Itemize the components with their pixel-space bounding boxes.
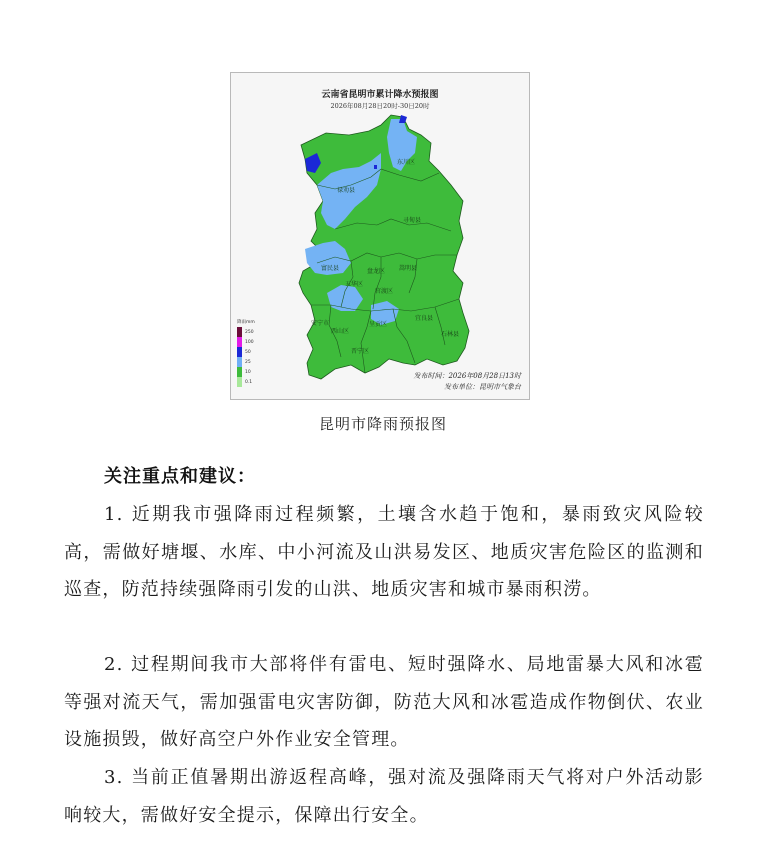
- district-label: 富民县: [321, 265, 340, 272]
- paragraph: 1. 近期我市强降雨过程频繁，土壤含水趋于饱和，暴雨致灾风险较高，需做好塘堰、水库、中小河流及山洪易发区、地质灾害危险区的监测和巡查，防范持续强降雨引发的山洪、地质灾害和城市暴雨积涝。: [64, 504, 704, 600]
- paragraph: 3. 当前正值暑期出游返程高峰，强对流及强降雨天气将对户外活动影响较大，需做好安全提示，保障出行安全。: [64, 767, 704, 826]
- legend-item: [237, 357, 259, 367]
- section-heading: 关注重点和建议：: [104, 466, 256, 487]
- legend-item: [237, 377, 259, 387]
- district-label: 官渡区: [375, 288, 394, 295]
- legend-unit: 降雨mm: [237, 320, 255, 325]
- issue-time: 发布时间：2026年08月28日13时: [413, 372, 521, 380]
- issue-info: [413, 371, 521, 393]
- district-label: 东川区: [397, 159, 416, 166]
- district-label: 五华区: [345, 281, 364, 288]
- map-title: 云南省昆明市累计降水预报图: [321, 90, 439, 100]
- legend-label: 10: [245, 369, 251, 375]
- district-label: 晋宁区: [351, 348, 370, 355]
- legend-swatch: [237, 347, 242, 357]
- district-label: 宜良县: [415, 315, 434, 322]
- legend-swatch: [237, 327, 242, 337]
- legend-swatch: [237, 337, 242, 347]
- district-label: 西山区: [331, 328, 350, 335]
- paragraph: 2. 过程期间我市大部将伴有雷电、短时强降水、局地雷暴大风和冰雹等强对流天气，需加强雷电灾害防御，防范大风和冰雹造成作物倒伏、农业设施损毁，做好高空户外作业安全管理。: [64, 654, 704, 750]
- district-label: 石林县: [441, 331, 460, 338]
- district-label: 安宁市: [311, 320, 330, 327]
- district-label: 盘龙区: [367, 268, 386, 275]
- legend-item: [237, 347, 259, 357]
- issue-unit: 发布单位：昆明市气象台: [444, 383, 521, 391]
- rainfall-forecast-map: [230, 72, 530, 400]
- district-label: 呈贡区: [369, 321, 388, 328]
- map-subtitle: 2026年08月28日20时-30日20时: [330, 102, 430, 110]
- legend-label: 100: [245, 339, 254, 345]
- legend-swatch: [237, 367, 242, 377]
- legend-swatch: [237, 357, 242, 367]
- legend-item: [237, 327, 259, 337]
- district-label: 嵩明县: [399, 265, 418, 272]
- heavy-rain-spot-center: [374, 165, 377, 169]
- legend-item: [237, 337, 259, 347]
- legend-swatch: [237, 377, 242, 387]
- kunming-map-graphic: [231, 73, 531, 401]
- rainfall-legend: [237, 319, 259, 387]
- legend-item: [237, 367, 259, 377]
- legend-label: 25: [245, 359, 251, 365]
- legend-label: 250: [245, 329, 254, 335]
- legend-label: 50: [245, 349, 251, 355]
- figure-caption: 昆明市降雨预报图: [318, 415, 447, 433]
- legend-label: 0.1: [245, 379, 253, 385]
- district-label: 禄劝县: [337, 187, 356, 194]
- district-label: 寻甸县: [403, 217, 422, 224]
